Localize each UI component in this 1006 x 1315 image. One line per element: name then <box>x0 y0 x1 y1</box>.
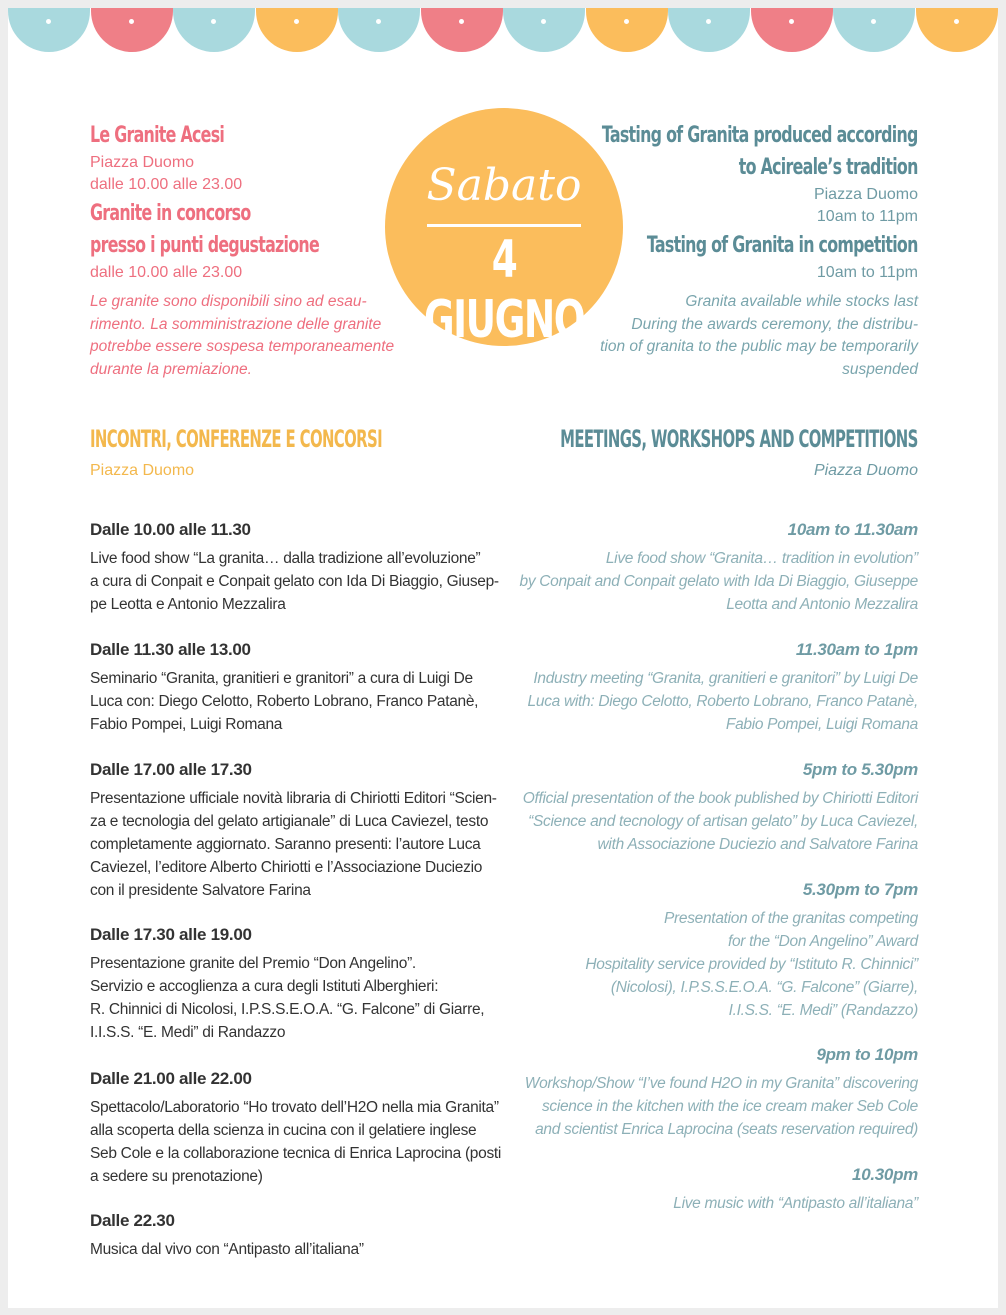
right-note-line: Granita available while stocks last <box>685 293 918 310</box>
competition-title: Tasting of Granita in competition <box>647 233 918 258</box>
left-intro <box>90 120 408 381</box>
bunting-flag <box>503 8 585 52</box>
bunting-flag <box>421 8 503 52</box>
granite-concorso-title-2: presso i punti degustazione <box>90 233 320 258</box>
event-description-line: pe Leotta e Antonio Mezzalira <box>90 596 286 613</box>
bunting-flag <box>916 8 998 52</box>
event-description-line: completamente aggiornato. Saranno presenti: l’autore Luca <box>90 836 481 853</box>
left-note-line: durante la premiazione. <box>90 360 252 378</box>
tasting-title-2: to Acireale’s tradition <box>739 155 918 180</box>
event-description-line: Seb Cole e la collaborazione tecnica di Enrica Laprocina (posti <box>90 1145 502 1162</box>
event-description-line: a cura di Conpait e Conpait gelato con Ida Di Biaggio, Giusep- <box>90 573 499 590</box>
event-description-line: Hospitality service provided by “Istituto R. Chinnici” <box>585 956 918 973</box>
bunting-dot <box>211 19 216 24</box>
event-time: Dalle 21.00 alle 22.00 <box>90 1069 252 1088</box>
competition-hours: 10am to 11pm <box>816 264 918 281</box>
event-item <box>90 758 530 902</box>
event-time: Dalle 17.30 alle 19.00 <box>90 925 252 944</box>
event-description-line: Presentazione ufficiale novità libraria di Chiriotti Editori “Scien- <box>90 790 497 807</box>
event-description-line: Servizio e accoglienza a cura degli Istituti Alberghieri: <box>90 978 439 995</box>
bunting-decoration <box>8 8 998 60</box>
event-description-line: with Associazione Duciezio and Salvatore Farina <box>597 836 918 853</box>
section-title-en: MEETINGS, WORKSHOPS AND COMPETITIONS <box>560 425 918 453</box>
event-description-line: Live food show “Granita… tradition in evolution” <box>605 550 918 567</box>
bunting-dot <box>789 19 794 24</box>
bunting-flag <box>91 8 173 52</box>
event-description-line: for the “Don Angelino” Award <box>727 933 918 950</box>
event-description-line: and scientist Enrica Laprocina (seats reservation required) <box>535 1121 918 1138</box>
right-note-line: During the awards ceremony, the distribu- <box>631 315 918 333</box>
section-place-it: Piazza Duomo <box>90 462 195 479</box>
left-note-line: potrebbe essere sospesa temporaneamente <box>90 338 395 355</box>
bunting-dot <box>954 19 959 24</box>
bunting-dot <box>541 19 546 24</box>
tasting-hours: 10am to 11pm <box>816 208 918 225</box>
event-item <box>90 518 530 616</box>
event-time: Dalle 10.00 alle 11.30 <box>90 520 251 539</box>
event-description-line: “Science and tecnology of artisan gelato” by Luca Caviezel, <box>528 813 918 830</box>
event-item <box>478 758 918 856</box>
left-note <box>90 291 408 381</box>
event-description-line: Musica dal vivo con “Antipasto all’italiana” <box>90 1241 364 1258</box>
bunting-dot <box>294 19 299 24</box>
event-time: 5.30pm to 7pm <box>802 880 918 899</box>
bunting-flag <box>751 8 833 52</box>
bunting-flag <box>586 8 668 52</box>
bunting-dot <box>459 19 464 24</box>
event-description-line: I.I.S.S. “E. Medi” (Randazzo) <box>728 1002 918 1019</box>
event-item <box>90 1067 530 1188</box>
event-time: 11.30am to 1pm <box>795 640 918 659</box>
event-description-line: alla scoperta della scienza in cucina con il gelatiere inglese <box>90 1122 477 1139</box>
event-description-line: Official presentation of the book published by Chiriotti Editori <box>522 790 918 807</box>
event-time: 10am to 11.30am <box>787 520 918 539</box>
event-description-line: Live music with “Antipasto all’italiana” <box>673 1195 918 1212</box>
bunting-dot <box>376 19 381 24</box>
event-description-line: I.I.S.S. “E. Medi” di Randazzo <box>90 1024 286 1041</box>
left-note-line: Le granite sono disponibili sino ad esau- <box>90 293 367 310</box>
section-place-en: Piazza Duomo <box>813 462 918 479</box>
granite-acesi-hours: dalle 10.00 alle 23.00 <box>90 176 243 193</box>
event-item <box>478 878 918 1022</box>
event-description-line: Live food show “La granita… dalla tradizione all’evoluzione” <box>90 550 481 567</box>
event-item <box>478 1043 918 1141</box>
event-time: Dalle 11.30 alle 13.00 <box>90 640 251 659</box>
section-header-right <box>341 424 918 482</box>
event-time: 9pm to 10pm <box>816 1045 918 1064</box>
bunting-flag <box>8 8 90 52</box>
left-note-line: rimento. La somministrazione delle granite <box>90 315 382 333</box>
event-description-line: by Conpait and Conpait gelato with Ida Di Biaggio, Giuseppe <box>519 573 918 590</box>
event-description-line: Seminario “Granita, granitieri e granitori” a cura di Luigi De <box>90 670 473 687</box>
badge-date: 4 GIUGNO <box>423 230 585 350</box>
granite-concorso-hours: dalle 10.00 alle 23.00 <box>90 264 243 281</box>
event-description-line: Fabio Pompei, Luigi Romana <box>725 716 918 733</box>
event-time: 5pm to 5.30pm <box>802 760 918 779</box>
event-description-line: science in the kitchen with the ice cream maker Seb Cole <box>541 1098 918 1115</box>
event-description-line: con il presidente Salvatore Farina <box>90 882 311 899</box>
bunting-dot <box>46 19 51 24</box>
event-time: 10.30pm <box>852 1165 918 1184</box>
event-description-line: (Nicolosi), I.P.S.S.E.O.A. “G. Falcone” (Giarre), <box>610 979 918 996</box>
event-description-line: Caviezel, l’editore Alberto Chiriotti e l’Associazione Duciezio <box>90 859 483 876</box>
bunting-dot <box>871 19 876 24</box>
event-item <box>90 923 530 1044</box>
bunting-flag <box>833 8 915 52</box>
badge-day: Sabato <box>426 160 582 211</box>
event-description-line: Luca con: Diego Celotto, Roberto Lobrano, Franco Patanè, <box>90 693 479 710</box>
event-description-line: Presentation of the granitas competing <box>664 910 918 927</box>
granite-acesi-title: Le Granite Acesi <box>90 123 225 148</box>
event-time: Dalle 17.00 alle 17.30 <box>90 760 252 779</box>
right-intro <box>479 120 918 381</box>
bunting-dot <box>706 19 711 24</box>
event-time: Dalle 22.30 <box>90 1211 175 1230</box>
event-item <box>478 518 918 616</box>
flyer-page <box>8 8 998 1308</box>
event-item <box>90 638 530 736</box>
right-note <box>479 291 918 381</box>
event-description-line: Presentazione granite del Premio “Don Angelino”. <box>90 955 416 972</box>
event-description-line: a sedere su prenotazione) <box>90 1168 263 1185</box>
bunting-flag <box>338 8 420 52</box>
event-item <box>478 1163 918 1215</box>
right-note-line: tion of granita to the public may be temporarily <box>600 338 918 355</box>
event-description-line: Luca with: Diego Celotto, Roberto Lobrano, Franco Patanè, <box>527 693 918 710</box>
event-description-line: Workshop/Show “I’ve found H2O in my Granita” discovering <box>524 1075 918 1092</box>
section-title-it: INCONTRI, CONFERENZE E CONCORSI <box>90 425 382 453</box>
granite-concorso-title-1: Granite in concorso <box>90 201 251 226</box>
event-description-line: R. Chinnici di Nicolosi, I.P.S.S.E.O.A. “G. Falcone” di Giarre, <box>90 1001 485 1018</box>
event-item <box>90 1209 530 1261</box>
bunting-dot <box>129 19 134 24</box>
event-description-line: Leotta and Antonio Mezzalira <box>726 596 918 613</box>
right-note-line: suspended <box>842 360 918 378</box>
bunting-flag <box>173 8 255 52</box>
event-description-line: Industry meeting “Granita, granitieri e granitori” by Luigi De <box>533 670 918 687</box>
event-description-line: Spettacolo/Laboratorio “Ho trovato dell’H2O nella mia Granita” <box>90 1099 499 1116</box>
tasting-title-1: Tasting of Granita produced according <box>602 123 918 148</box>
granite-acesi-place: Piazza Duomo <box>90 154 195 171</box>
tasting-place: Piazza Duomo <box>813 186 918 203</box>
event-item <box>478 638 918 736</box>
bunting-dot <box>624 19 629 24</box>
event-description-line: Fabio Pompei, Luigi Romana <box>90 716 283 733</box>
bunting-flag <box>668 8 750 52</box>
bunting-flag <box>256 8 338 52</box>
event-description-line: za e tecnologia del gelato artigianale” di Luca Caviezel, testo <box>90 813 489 830</box>
